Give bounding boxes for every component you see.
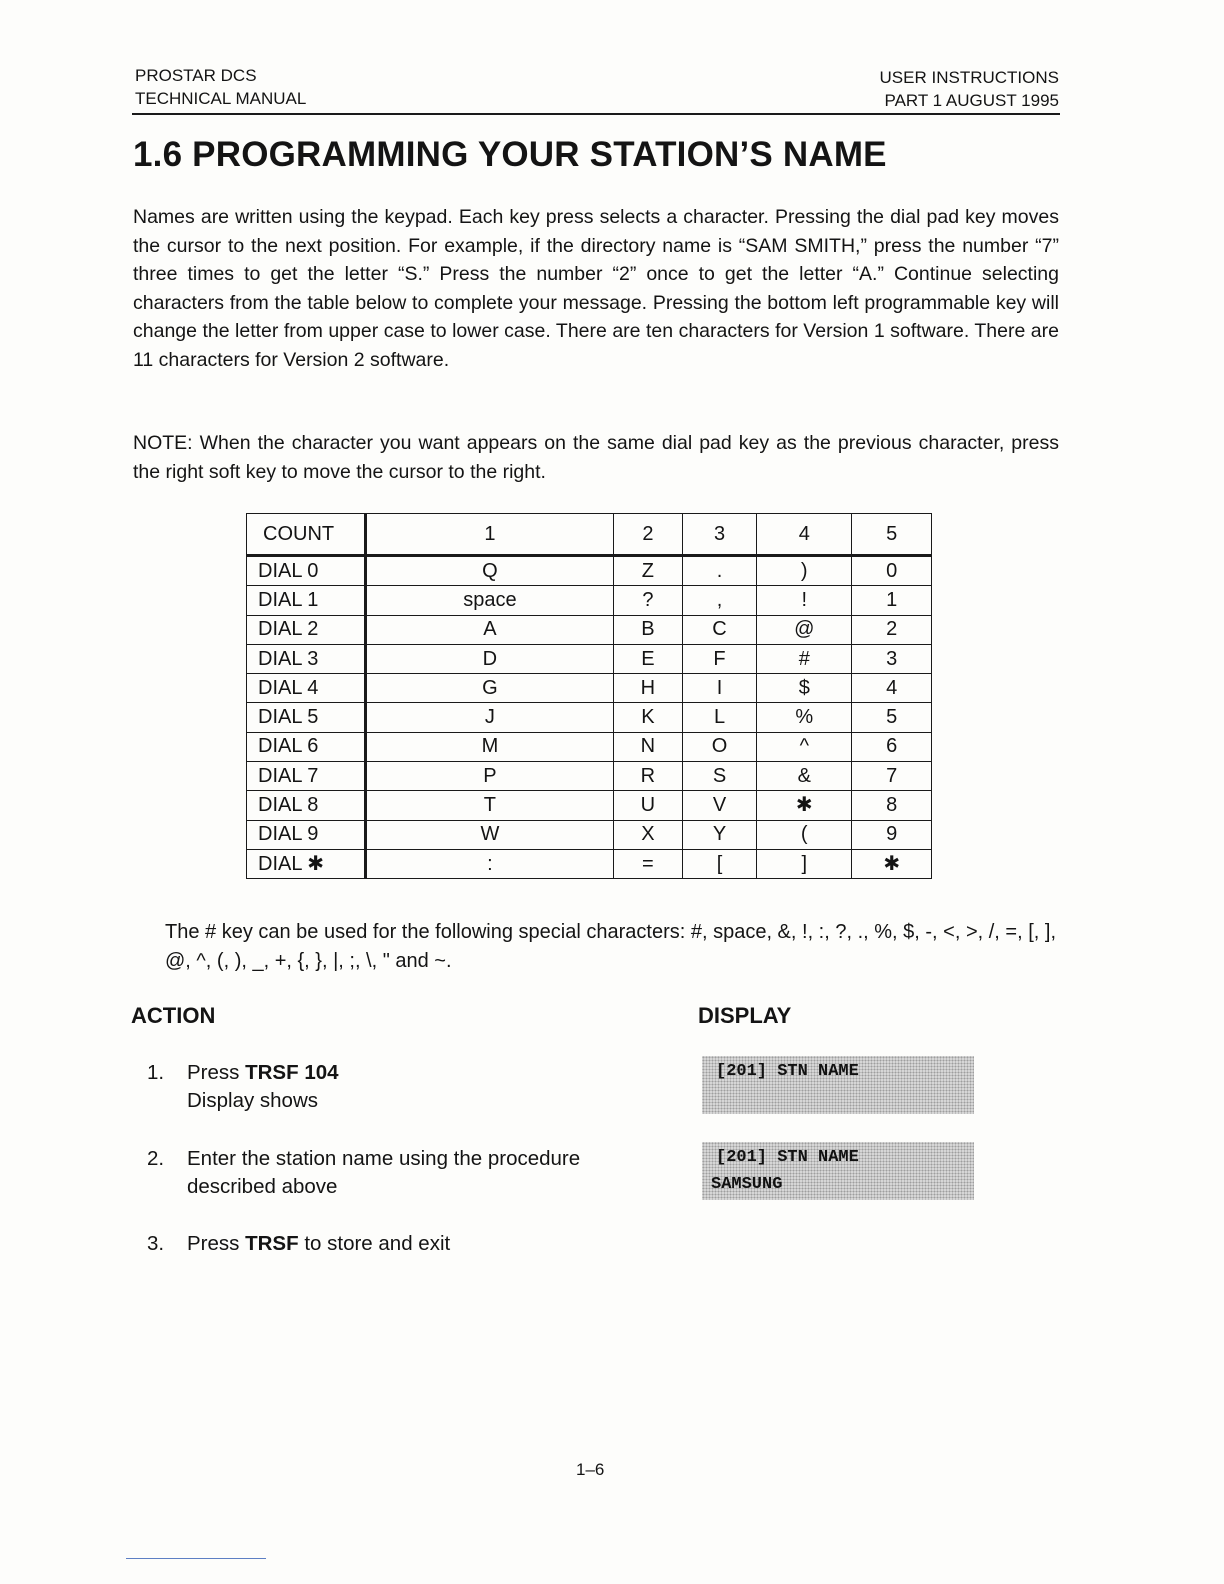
character-table	[246, 513, 932, 879]
manual-product: PROSTAR DCS	[135, 66, 257, 85]
table-cell: 8	[852, 791, 932, 820]
lcd-display-2	[702, 1142, 974, 1200]
table-cell: 3	[852, 644, 932, 673]
table-cell: J	[366, 703, 614, 732]
note-paragraph: NOTE: When the character you want appears on the same dial pad key as the previous character, press the right soft key to move the cursor to the right.	[133, 432, 1059, 483]
table-cell: 0	[852, 556, 932, 586]
header-cell: 5	[852, 514, 932, 556]
row-label-cell: DIAL 4	[247, 674, 366, 703]
table-cell: 7	[852, 762, 932, 791]
step-text-end: to store and exit	[298, 1232, 451, 1255]
row-label-cell: DIAL 0	[247, 556, 366, 586]
table-cell: N	[613, 732, 682, 761]
table-row	[247, 849, 932, 878]
table-cell: (	[757, 820, 852, 849]
table-cell: .	[682, 556, 756, 586]
table-cell: W	[366, 820, 614, 849]
manual-type: TECHNICAL MANUAL	[135, 89, 307, 108]
part-date: PART 1 AUGUST 1995	[884, 91, 1059, 110]
step-number: 3.	[147, 1232, 165, 1255]
step-text: Press	[187, 1232, 246, 1255]
table-cell: %	[757, 703, 852, 732]
table-row	[247, 644, 932, 673]
table-cell: L	[682, 703, 756, 732]
header-cell: 1	[366, 514, 614, 556]
table-row	[247, 674, 932, 703]
table-row	[247, 762, 932, 791]
action-heading: ACTION	[131, 1003, 216, 1028]
table-cell: ]	[757, 849, 852, 878]
table-cell: B	[613, 615, 682, 644]
table-cell: Q	[366, 556, 614, 586]
table-cell: $	[757, 674, 852, 703]
step-key: TRSF 104	[245, 1061, 339, 1084]
row-label-cell: DIAL 1	[247, 586, 366, 615]
step-number: 2.	[147, 1147, 165, 1170]
table-cell: &	[757, 762, 852, 791]
table-row	[247, 820, 932, 849]
step-text: Press	[187, 1061, 246, 1084]
table-cell: G	[366, 674, 614, 703]
table-cell: M	[366, 732, 614, 761]
header-label-cell: COUNT	[247, 514, 366, 556]
special-characters-note: The # key can be used for the following special characters: #, space, &, !, :, ?, ., %, $, -, <, >, /, =, [, ], @, ^, (, ), _, +, {, }, |, ;, \, " and ~.	[165, 921, 1056, 972]
header-cell: 2	[613, 514, 682, 556]
table-cell: V	[682, 791, 756, 820]
lcd-line-1: [201] STN NAME	[716, 1148, 859, 1167]
table-cell: space	[366, 586, 614, 615]
table-cell: D	[366, 644, 614, 673]
table-cell: U	[613, 791, 682, 820]
footer-link-line	[126, 1558, 266, 1559]
row-label-cell: DIAL 6	[247, 732, 366, 761]
table-cell: T	[366, 791, 614, 820]
table-cell: A	[366, 615, 614, 644]
lcd-line-2: SAMSUNG	[711, 1175, 783, 1194]
table-cell: ^	[757, 732, 852, 761]
row-label-cell: DIAL 8	[247, 791, 366, 820]
table-cell: =	[613, 849, 682, 878]
table-cell: ?	[613, 586, 682, 615]
step-key: TRSF	[245, 1232, 299, 1255]
table-cell: 4	[852, 674, 932, 703]
table-cell: ✱	[852, 849, 932, 878]
table-cell: Z	[613, 556, 682, 586]
row-label-cell: DIAL 7	[247, 762, 366, 791]
step-text-line2: described above	[187, 1175, 338, 1198]
table-cell: H	[613, 674, 682, 703]
table-cell: ✱	[757, 791, 852, 820]
table-cell: !	[757, 586, 852, 615]
table-cell: 2	[852, 615, 932, 644]
table-cell: R	[613, 762, 682, 791]
header-cell: 3	[682, 514, 756, 556]
lcd-line-1: [201] STN NAME	[716, 1062, 859, 1081]
row-label-cell: DIAL 9	[247, 820, 366, 849]
table-cell: 9	[852, 820, 932, 849]
table-cell: F	[682, 644, 756, 673]
table-cell: C	[682, 615, 756, 644]
table-row	[247, 703, 932, 732]
table-cell: ,	[682, 586, 756, 615]
table-row	[247, 791, 932, 820]
header-rule	[132, 113, 1060, 115]
table-cell: 5	[852, 703, 932, 732]
display-heading: DISPLAY	[698, 1003, 792, 1028]
table-cell: 1	[852, 586, 932, 615]
table-cell: S	[682, 762, 756, 791]
table-cell: X	[613, 820, 682, 849]
table-header-row	[247, 514, 932, 556]
row-label-cell: DIAL ✱	[247, 849, 366, 878]
table-cell: [	[682, 849, 756, 878]
step-text: Enter the station name using the procedure	[187, 1147, 581, 1170]
table-cell: P	[366, 762, 614, 791]
section-label: USER INSTRUCTIONS	[879, 68, 1059, 87]
row-label-cell: DIAL 2	[247, 615, 366, 644]
table-cell: @	[757, 615, 852, 644]
table-cell: K	[613, 703, 682, 732]
table-cell: Y	[682, 820, 756, 849]
table-cell: :	[366, 849, 614, 878]
header-left	[135, 64, 306, 110]
row-label-cell: DIAL 3	[247, 644, 366, 673]
table-row	[247, 615, 932, 644]
lcd-display-1	[702, 1056, 974, 1114]
step-number: 1.	[147, 1061, 165, 1084]
table-cell: I	[682, 674, 756, 703]
table-row	[247, 732, 932, 761]
table-cell: )	[757, 556, 852, 586]
table-cell: 6	[852, 732, 932, 761]
table-row	[247, 586, 932, 615]
table-cell: O	[682, 732, 756, 761]
table-cell: #	[757, 644, 852, 673]
table-row	[247, 556, 932, 586]
header-cell: 4	[757, 514, 852, 556]
header-right	[880, 66, 1059, 112]
intro-paragraph: Names are written using the keypad. Each key press selects a character. Pressing the dial pad key moves the cursor to the next position. For example, if the directory name is “SAM SMITH,” press the number “7” three times to get the letter “S.” Press the number “2” once to get the letter “A.” Continue selecting characters from the table below to complete your message. Pressing the bottom left programmable key will change the letter from upper case to lower case. There are ten characters for Version 1 software. There are 11 characters for Version 2 software.	[133, 206, 1059, 371]
table-cell: E	[613, 644, 682, 673]
step-text-line2: Display shows	[187, 1089, 319, 1112]
page-title: 1.6 PROGRAMMING YOUR STATION’S NAME	[133, 135, 887, 174]
row-label-cell: DIAL 5	[247, 703, 366, 732]
page-number: 1–6	[576, 1460, 605, 1479]
